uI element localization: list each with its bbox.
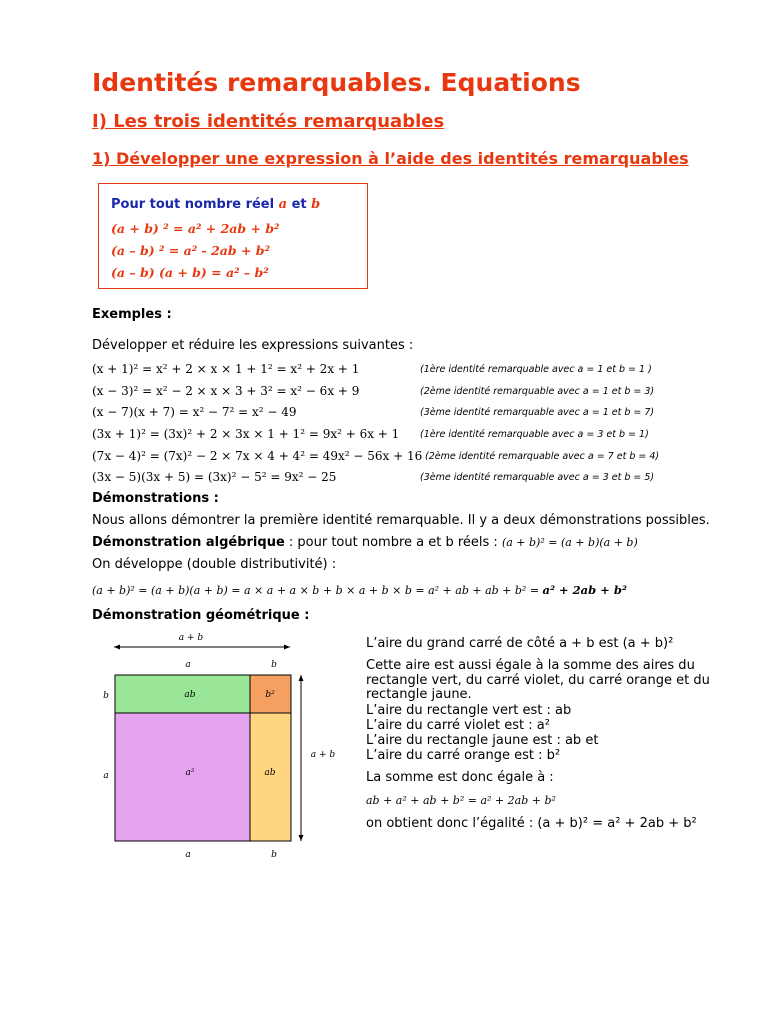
label-right-total: a + b [310, 750, 336, 760]
green-rectangle [115, 675, 250, 713]
box-intro-text: Pour tout nombre réel [111, 197, 275, 212]
geo-line-1: L’aire du grand carré de côté a + b est (a + b)² [366, 636, 674, 651]
right-arrow-bottom-head [299, 835, 304, 841]
geo-line-8: ab + a² + ab + b² = a² + 2ab + b² [366, 794, 556, 807]
geo-line-3: L’aire du rectangle vert est : ab [366, 703, 572, 718]
geo-line-5: L’aire du rectangle jaune est : ab et [366, 733, 599, 748]
example-4: (3x + 1)² = (3x)² + 2 × 3x × 1 + 1² = 9x² + 6x + 1 [92, 427, 400, 441]
example-1: (x + 1)² = x² + 2 × x × 1 + 1² = x² + 2x + 1 [92, 362, 360, 376]
box-and: et [291, 197, 307, 212]
geo-line-4: L’aire du carré violet est : a² [366, 718, 550, 733]
label-left-b: b [103, 691, 109, 701]
var-b: b [311, 197, 321, 212]
example-2: (x − 3)² = x² − 2 × x × 3 + 3² = x² − 6x + 9 [92, 384, 360, 398]
violet-label: a² [185, 768, 195, 778]
example-2-note: (2ème identité remarquable avec a = 1 et b = 3) [420, 386, 655, 397]
geometric-diagram [96, 626, 356, 866]
subsection-heading: 1) Développer une expression à l’aide des identités remarquables [92, 149, 689, 168]
examples-heading: Exemples : [92, 307, 172, 322]
identity-3: (a – b) (a + b) = a² – b² [111, 265, 269, 280]
violet-square [115, 713, 250, 841]
algebraic-label: Démonstration algébrique [92, 535, 285, 550]
example-5: (7x − 4)² = (7x)² − 2 × 7x × 4 + 4² = 49x² − 56x + 16 [92, 449, 423, 463]
top-arrow-right-head [284, 645, 290, 650]
demos-intro: Nous allons démontrer la première identité remarquable. Il y a deux démonstrations possibles. [92, 513, 710, 528]
example-3-note: (3ème identité remarquable avec a = 1 et b = 7) [420, 407, 655, 418]
geo-line-2: Cette aire est aussi égale à la somme des aires du rectangle vert, du carré violet, du carré orange et du rectangle jaune. [366, 658, 710, 702]
var-a: a [278, 197, 288, 212]
label-top-a: a [185, 660, 191, 670]
example-6-note: (3ème identité remarquable avec a = 3 et b = 5) [420, 472, 655, 483]
identity-2: (a – b) ² = a² - 2ab + b² [111, 243, 271, 258]
algebraic-math: (a + b)² = (a + b)(a + b) [501, 536, 638, 549]
algebraic-line [92, 535, 638, 550]
box-intro [111, 197, 320, 212]
develop-result: a² + 2ab + b² [542, 583, 627, 597]
geometric-heading: Démonstration géométrique : [92, 608, 310, 623]
develop-text: On développe (double distributivité) : [92, 557, 337, 572]
label-top-b: b [271, 660, 277, 670]
example-5-note: (2ème identité remarquable avec a = 7 et b = 4) [425, 451, 660, 462]
develop-line [92, 579, 627, 598]
example-6: (3x − 5)(3x + 5) = (3x)² − 5² = 9x² − 25 [92, 470, 337, 484]
geo-line-7: La somme est donc égale à : [366, 770, 554, 785]
geo-line-9: on obtient donc l’égalité : (a + b)² = a² + 2ab + b² [366, 816, 697, 831]
section-heading: I) Les trois identités remarquables [92, 111, 445, 132]
label-bottom-a: a [185, 850, 191, 860]
label-top-total: a + b [178, 633, 204, 643]
page-title: Identités remarquables. Equations [92, 68, 581, 97]
identity-1: (a + b) ² = a² + 2ab + b² [111, 221, 280, 236]
orange-label: b² [265, 690, 275, 700]
geo-line-6: L’aire du carré orange est : b² [366, 748, 561, 763]
example-3: (x − 7)(x + 7) = x² − 7² = x² − 49 [92, 405, 297, 419]
green-label: ab [184, 690, 196, 700]
label-bottom-b: b [271, 850, 277, 860]
demos-heading: Démonstrations : [92, 491, 219, 506]
develop-expr: (a + b)² = (a + b)(a + b) = a × a + a × b + b × a + b × b = a² + ab + ab + b² = [92, 584, 543, 597]
yellow-label: ab [264, 768, 276, 778]
identities-box [98, 183, 368, 289]
right-arrow-top-head [299, 675, 304, 681]
example-4-note: (1ère identité remarquable avec a = 3 et b = 1) [420, 429, 649, 440]
top-arrow-left-head [114, 645, 120, 650]
example-1-note: (1ère identité remarquable avec a = 1 et b = 1 ) [420, 364, 652, 375]
algebraic-text: : pour tout nombre a et b réels : [284, 535, 502, 550]
examples-intro: Développer et réduire les expressions suivantes : [92, 338, 414, 353]
label-left-a: a [103, 771, 109, 781]
